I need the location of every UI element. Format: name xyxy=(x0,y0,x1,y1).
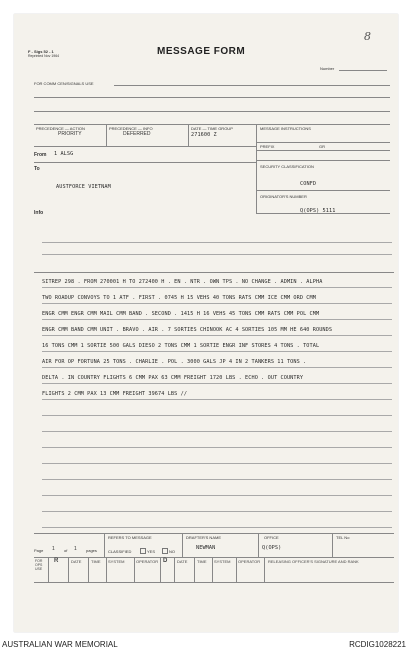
drafter-value: NEWMAN xyxy=(196,545,216,551)
gr-label: GR xyxy=(319,144,325,149)
classified-no-checkbox[interactable] xyxy=(162,548,168,554)
form-reprint-note: Reprinted Nov 1964 xyxy=(28,54,60,58)
originator-value: Q(OPS) 5111 xyxy=(300,208,336,214)
message-line: FLIGHTS 2 CMM PAX 13 CMM FREIGHT 39674 LBS // xyxy=(42,391,188,397)
handwritten-page-number: 8 xyxy=(364,30,371,43)
security-value: CONFD xyxy=(300,181,317,187)
page-total: 1 xyxy=(74,546,77,552)
office-label: OFFICE xyxy=(264,535,279,540)
message-form-sheet xyxy=(14,14,398,632)
originator-label: ORIGINATOR'S NUMBER xyxy=(260,194,307,199)
no-label: NO xyxy=(169,549,175,554)
office-value: Q(OPS) xyxy=(262,545,282,551)
message-line: 16 TONS CMM 1 SORTIE 500 GALS DIESO 2 TONS CMM 1 SORTIE ENGR INF STORES 4 TONS . TOTAL xyxy=(42,343,320,349)
archive-reference: RCDIG1028221 xyxy=(349,640,406,649)
number-label: Number xyxy=(320,66,335,71)
releasing-officer-label: RELEASING OFFICER'S SIGNATURE AND RANK xyxy=(268,559,359,564)
col-d: D xyxy=(163,558,168,564)
tel-label: TEL No xyxy=(336,535,350,540)
comm-cen-label: FOR COMM CEN/SIGNALS USE xyxy=(34,81,94,86)
page-number: 1 xyxy=(52,546,55,552)
col-operator: OPERATOR xyxy=(136,559,159,564)
col-system-2: SYSTEM xyxy=(214,559,231,564)
page-label: Page xyxy=(34,548,44,553)
prefix-label: PREFIX xyxy=(260,144,275,149)
col-r: R xyxy=(54,558,59,564)
precedence-info-label: PRECEDENCE — INFO xyxy=(109,126,153,131)
precedence-action-value: PRIORITY xyxy=(58,131,82,137)
message-line: TWO ROADUP CONVOYS TO 1 ATF . FIRST . 0745 H 15 VEHS 40 TONS RATS CMM ICE CMM ORD CMM xyxy=(42,295,316,301)
col-system: SYSTEM xyxy=(108,559,125,564)
from-value: 1 ALSG xyxy=(54,151,74,157)
classified-label: CLASSIFIED xyxy=(108,549,132,554)
message-line: ENGR CMM BAND CMM UNIT . BRAVO . AIR . 7 SORTIES CHINOOK AC 4 SORTIES 105 MM HE 640 ROUNDS xyxy=(42,327,333,333)
col-time: TIME xyxy=(91,559,101,564)
info-label: Info xyxy=(34,210,44,216)
message-line: AIR FOR OP FORTUNA 25 TONS . CHARLIE . POL . 3000 GALS JP 4 IN 2 TANKERS 11 TONS . xyxy=(42,359,307,365)
message-line: DELTA . IN COUNTRY FLIGHTS 6 CMM PAX 63 CMM FREIGHT 1720 LBS . ECHO . OUT COUNTRY xyxy=(42,375,304,381)
dtg-value: 271600 Z xyxy=(191,132,217,138)
precedence-info-value: DEFERRED xyxy=(123,131,151,137)
col-date: DATE xyxy=(71,559,82,564)
form-title: MESSAGE FORM xyxy=(157,46,246,57)
pages-label: pages xyxy=(86,548,97,553)
security-label: SECURITY CLASSIFICATION xyxy=(260,164,314,169)
of-label: of xyxy=(64,548,68,553)
to-value: AUSTFORCE VIETNAM xyxy=(56,184,111,190)
message-line: ENGR CMM ENGR CMM MAIL CMM BAND . SECOND . 1415 H 16 VEHS 45 TONS CMM RATS CMM POL CMM xyxy=(42,311,320,317)
yes-label: YES xyxy=(147,549,156,554)
classified-yes-checkbox[interactable] xyxy=(140,548,146,554)
form-id: F - Sigs 52 - 1 xyxy=(28,49,54,54)
message-instructions-label: MESSAGE INSTRUCTIONS xyxy=(260,126,311,131)
message-line: SITREP 298 . FROM 270001 H TO 272400 H . EN . NTR . OWN TPS . NO CHANGE . ADMIN . ALPHA xyxy=(42,279,323,285)
archive-source: AUSTRALIAN WAR MEMORIAL xyxy=(2,640,118,649)
from-label: From xyxy=(34,152,47,158)
col-operator-2: OPERATOR xyxy=(238,559,261,564)
precedence-action-label: PRECEDENCE — ACTION xyxy=(36,126,85,131)
drafter-label: DRAFTER'S NAME xyxy=(186,535,221,540)
for-ops-use-label: FOR OPS USE xyxy=(35,559,43,571)
refers-to-label: REFERS TO MESSAGE xyxy=(108,535,152,540)
to-label: To xyxy=(34,166,40,172)
col-time-2: TIME xyxy=(197,559,207,564)
col-date-2: DATE xyxy=(177,559,188,564)
dtg-label: DATE — TIME GROUP xyxy=(191,126,233,131)
